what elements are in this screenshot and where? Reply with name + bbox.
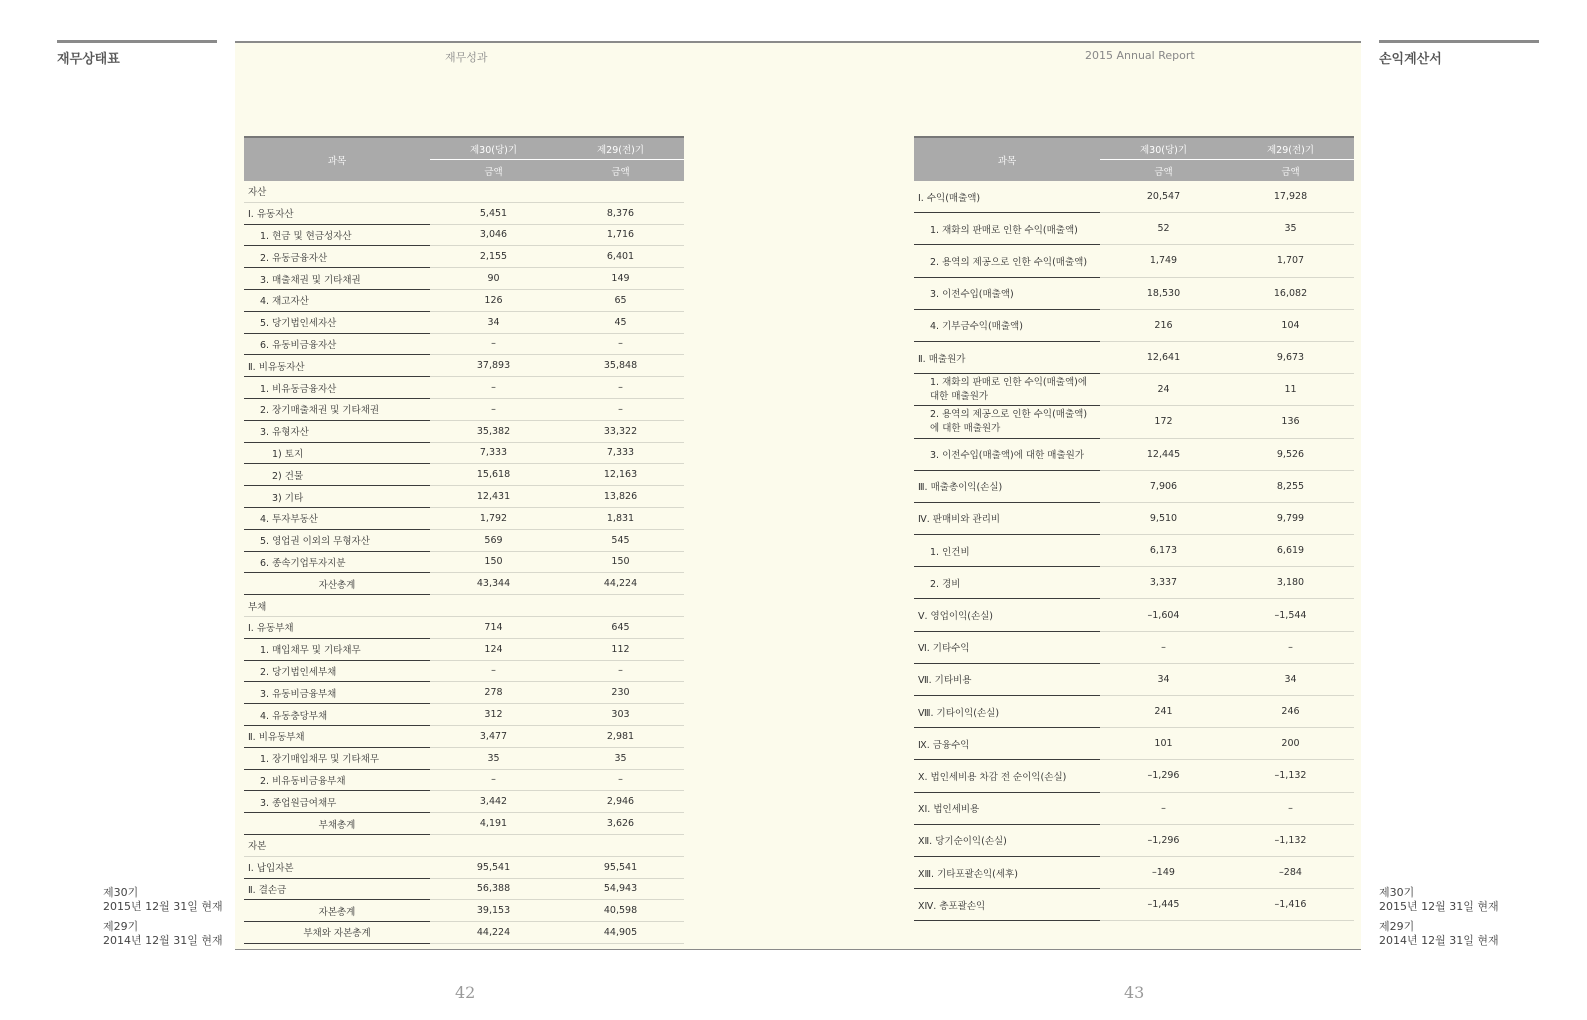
- table-row: [244, 747, 684, 769]
- previous-amount: [557, 834, 684, 856]
- table-row: [914, 889, 1354, 921]
- row-label: Ⅳ. 판매비와 관리비: [914, 502, 1100, 534]
- row-label: Ⅸ. 금융수익: [914, 728, 1100, 760]
- current-amount: –149: [1100, 856, 1227, 888]
- left-period-previous: [103, 920, 223, 948]
- current-amount: 241: [1100, 696, 1227, 728]
- row-label: 3. 종업원급여채무: [244, 791, 430, 813]
- period-label: 제29기: [103, 920, 139, 933]
- previous-amount: 136: [1227, 406, 1354, 438]
- previous-amount: 6,401: [557, 246, 684, 268]
- current-amount: 3,337: [1100, 567, 1227, 599]
- current-amount: 278: [430, 682, 557, 704]
- header-current-period: 제30(당)기: [430, 137, 557, 160]
- header-amount: 금액: [557, 160, 684, 182]
- previous-amount: –: [557, 398, 684, 420]
- current-amount: 126: [430, 289, 557, 311]
- table-row: [244, 486, 684, 508]
- bottom-rule: [235, 949, 1361, 950]
- row-label: 3. 유형자산: [244, 420, 430, 442]
- table-row: [914, 245, 1354, 277]
- current-amount: 150: [430, 551, 557, 573]
- previous-amount: –1,416: [1227, 889, 1354, 921]
- previous-amount: 230: [557, 682, 684, 704]
- previous-amount: 40,598: [557, 900, 684, 922]
- row-label: 6. 종속기업투자지분: [244, 551, 430, 573]
- table-row: [914, 599, 1354, 631]
- previous-amount: –1,544: [1227, 599, 1354, 631]
- report-running-head: 2015 Annual Report: [1085, 49, 1195, 62]
- previous-amount: 11: [1227, 374, 1354, 406]
- balance-sheet-side-title: 재무상태표: [57, 52, 120, 67]
- current-amount: 7,333: [430, 442, 557, 464]
- row-label: 1) 토지: [244, 442, 430, 464]
- current-amount: 35,382: [430, 420, 557, 442]
- current-amount: 34: [430, 311, 557, 333]
- current-amount: 569: [430, 529, 557, 551]
- previous-amount: 112: [557, 638, 684, 660]
- header-amount: 금액: [430, 160, 557, 182]
- table-row: [244, 813, 684, 835]
- previous-amount: 149: [557, 268, 684, 290]
- previous-amount: 33,322: [557, 420, 684, 442]
- current-amount: –: [1100, 631, 1227, 663]
- table-row: [244, 398, 684, 420]
- current-amount: [430, 181, 557, 202]
- current-amount: 3,046: [430, 224, 557, 246]
- table-row: [244, 878, 684, 900]
- current-amount: 7,906: [1100, 470, 1227, 502]
- row-label: 자산총계: [244, 573, 430, 595]
- previous-amount: 17,928: [1227, 181, 1354, 213]
- table-row: [244, 311, 684, 333]
- row-label: 1. 장기매입채무 및 기타채무: [244, 747, 430, 769]
- row-label: 1. 비유동금융자산: [244, 377, 430, 399]
- current-amount: 37,893: [430, 355, 557, 377]
- table-row: [244, 704, 684, 726]
- current-amount: 20,547: [1100, 181, 1227, 213]
- row-label: Ⅴ. 영업이익(손실): [914, 599, 1100, 631]
- period-date: 2014년 12월 31일 현재: [103, 934, 223, 947]
- current-amount: [430, 595, 557, 617]
- row-label: 자산: [244, 181, 430, 202]
- table-row: [244, 464, 684, 486]
- header-previous-period: 제29(전)기: [557, 137, 684, 160]
- row-label: 2. 당기법인세부채: [244, 660, 430, 682]
- table-row: [914, 213, 1354, 245]
- table-row: [244, 507, 684, 529]
- previous-amount: 8,376: [557, 202, 684, 224]
- row-label: 4. 기부금수익(매출액): [914, 309, 1100, 341]
- table-row: [914, 567, 1354, 599]
- header-amount: 금액: [1227, 160, 1354, 182]
- row-label: 부채와 자본총계: [244, 922, 430, 944]
- previous-amount: 200: [1227, 728, 1354, 760]
- previous-amount: 2,981: [557, 725, 684, 747]
- previous-amount: 1,707: [1227, 245, 1354, 277]
- row-label: 5. 당기법인세자산: [244, 311, 430, 333]
- current-amount: [430, 834, 557, 856]
- row-label: Ⅰ. 수익(매출액): [914, 181, 1100, 213]
- current-amount: –: [430, 333, 557, 355]
- previous-amount: 645: [557, 616, 684, 638]
- current-amount: 52: [1100, 213, 1227, 245]
- previous-amount: 44,905: [557, 922, 684, 944]
- row-label: 3. 이전수입(매출액)에 대한 매출원가: [914, 438, 1100, 470]
- row-label: Ⅱ. 비유동부채: [244, 725, 430, 747]
- current-amount: –1,445: [1100, 889, 1227, 921]
- table-row: [244, 900, 684, 922]
- current-amount: –: [430, 377, 557, 399]
- current-amount: 4,191: [430, 813, 557, 835]
- row-label: Ⅱ. 매출원가: [914, 341, 1100, 373]
- current-amount: –: [430, 660, 557, 682]
- current-amount: 124: [430, 638, 557, 660]
- current-amount: 3,442: [430, 791, 557, 813]
- table-row: [914, 760, 1354, 792]
- table-row: [914, 309, 1354, 341]
- table-row: [244, 355, 684, 377]
- current-amount: 12,641: [1100, 341, 1227, 373]
- period-label: 제30기: [103, 886, 139, 899]
- row-label: Ⅶ. 기타비용: [914, 663, 1100, 695]
- previous-amount: 9,799: [1227, 502, 1354, 534]
- row-label: Ⅰ. 유동자산: [244, 202, 430, 224]
- table-row: [914, 631, 1354, 663]
- income-statement-side-title: 손익계산서: [1379, 52, 1442, 67]
- page-number-left: 42: [455, 983, 476, 1002]
- table-row: [914, 181, 1354, 213]
- row-label: 4. 유동충당부채: [244, 704, 430, 726]
- row-label: 2. 비유동비금융부채: [244, 769, 430, 791]
- previous-amount: 3,180: [1227, 567, 1354, 599]
- current-amount: 24: [1100, 374, 1227, 406]
- row-label: 자본총계: [244, 900, 430, 922]
- page-number-right: 43: [1124, 983, 1145, 1002]
- row-label: 2) 건물: [244, 464, 430, 486]
- current-amount: 5,451: [430, 202, 557, 224]
- row-label: 3. 매출채권 및 기타채권: [244, 268, 430, 290]
- previous-amount: 545: [557, 529, 684, 551]
- row-label: 부채총계: [244, 813, 430, 835]
- period-label: 제30기: [1379, 886, 1415, 899]
- current-amount: –1,296: [1100, 824, 1227, 856]
- table-row: [244, 181, 684, 202]
- previous-amount: 65: [557, 289, 684, 311]
- period-label: 제29기: [1379, 920, 1415, 933]
- current-amount: –: [1100, 792, 1227, 824]
- table-row: [914, 663, 1354, 695]
- table-row: [244, 573, 684, 595]
- table-row: [244, 922, 684, 944]
- previous-amount: –: [557, 377, 684, 399]
- table-row: [244, 224, 684, 246]
- table-row: [914, 374, 1354, 406]
- table-row: [914, 502, 1354, 534]
- row-label: 6. 유동비금융자산: [244, 333, 430, 355]
- header-item: 과목: [244, 137, 430, 181]
- previous-amount: –: [557, 769, 684, 791]
- table-row: [244, 660, 684, 682]
- table-row: [914, 856, 1354, 888]
- row-label: 1. 매입채무 및 기타채무: [244, 638, 430, 660]
- table-row: [914, 728, 1354, 760]
- previous-amount: 35,848: [557, 355, 684, 377]
- previous-amount: 54,943: [557, 878, 684, 900]
- current-amount: 3,477: [430, 725, 557, 747]
- previous-amount: 1,716: [557, 224, 684, 246]
- table-row: [914, 824, 1354, 856]
- previous-amount: 150: [557, 551, 684, 573]
- row-label: 2. 유동금융자산: [244, 246, 430, 268]
- current-amount: 172: [1100, 406, 1227, 438]
- row-label: Ⅱ. 결손금: [244, 878, 430, 900]
- row-label: 2. 용역의 제공으로 인한 수익(매출액): [914, 245, 1100, 277]
- table-row: [914, 277, 1354, 309]
- current-amount: 15,618: [430, 464, 557, 486]
- previous-amount: –: [1227, 631, 1354, 663]
- row-label: 4. 투자부동산: [244, 507, 430, 529]
- table-row: [244, 791, 684, 813]
- row-label: Ⅱ. 비유동자산: [244, 355, 430, 377]
- previous-amount: 16,082: [1227, 277, 1354, 309]
- current-amount: 39,153: [430, 900, 557, 922]
- current-amount: 95,541: [430, 856, 557, 878]
- current-amount: 2,155: [430, 246, 557, 268]
- table-row: [244, 420, 684, 442]
- current-amount: 216: [1100, 309, 1227, 341]
- row-label: 부채: [244, 595, 430, 617]
- previous-amount: 35: [1227, 213, 1354, 245]
- previous-amount: 8,255: [1227, 470, 1354, 502]
- previous-amount: –284: [1227, 856, 1354, 888]
- current-amount: 1,792: [430, 507, 557, 529]
- previous-amount: 34: [1227, 663, 1354, 695]
- previous-amount: 44,224: [557, 573, 684, 595]
- previous-amount: [557, 181, 684, 202]
- table-row: [244, 377, 684, 399]
- row-label: 4. 재고자산: [244, 289, 430, 311]
- current-amount: 312: [430, 704, 557, 726]
- table-row: [244, 725, 684, 747]
- table-row: [914, 792, 1354, 824]
- previous-amount: –: [557, 660, 684, 682]
- table-row: [244, 529, 684, 551]
- header-item: 과목: [914, 137, 1100, 181]
- previous-amount: 104: [1227, 309, 1354, 341]
- current-amount: 18,530: [1100, 277, 1227, 309]
- previous-amount: –: [1227, 792, 1354, 824]
- row-label: 5. 영업권 이외의 무형자산: [244, 529, 430, 551]
- row-label: ⅩⅠ. 법인세비용: [914, 792, 1100, 824]
- row-label: Ⅷ. 기타이익(손실): [914, 696, 1100, 728]
- table-row: [244, 442, 684, 464]
- table-row: [244, 769, 684, 791]
- row-label: ⅩⅡ. 당기순이익(손실): [914, 824, 1100, 856]
- period-date: 2015년 12월 31일 현재: [103, 900, 223, 913]
- table-row: [244, 268, 684, 290]
- section-running-head: 재무성과: [445, 51, 488, 64]
- table-row: [914, 535, 1354, 567]
- previous-amount: –1,132: [1227, 760, 1354, 792]
- row-label: ⅩⅣ. 총포괄손익: [914, 889, 1100, 921]
- table-row: [244, 856, 684, 878]
- row-label: 1. 현금 및 현금성자산: [244, 224, 430, 246]
- current-amount: 6,173: [1100, 535, 1227, 567]
- table-row: [244, 551, 684, 573]
- previous-amount: 35: [557, 747, 684, 769]
- row-label: 3) 기타: [244, 486, 430, 508]
- row-label: 3. 이전수입(매출액): [914, 277, 1100, 309]
- row-label: 1. 재화의 판매로 인한 수익(매출액)에 대한 매출원가: [914, 374, 1100, 406]
- row-label: 2. 용역의 제공으로 인한 수익(매출액)에 대한 매출원가: [914, 406, 1100, 438]
- period-date: 2015년 12월 31일 현재: [1379, 900, 1499, 913]
- table-row: [244, 834, 684, 856]
- previous-amount: [557, 595, 684, 617]
- current-amount: 35: [430, 747, 557, 769]
- current-amount: 9,510: [1100, 502, 1227, 534]
- table-row: [244, 289, 684, 311]
- current-amount: 43,344: [430, 573, 557, 595]
- current-amount: 44,224: [430, 922, 557, 944]
- row-label: 1. 인건비: [914, 535, 1100, 567]
- left-period-current: [103, 886, 223, 914]
- current-amount: –: [430, 769, 557, 791]
- table-row: [914, 470, 1354, 502]
- previous-amount: 13,826: [557, 486, 684, 508]
- right-period-current: [1379, 886, 1499, 914]
- table-row: [244, 616, 684, 638]
- row-label: Ⅰ. 납입자본: [244, 856, 430, 878]
- table-row: [914, 406, 1354, 438]
- current-amount: 90: [430, 268, 557, 290]
- row-label: Ⅵ. 기타수익: [914, 631, 1100, 663]
- current-amount: –: [430, 398, 557, 420]
- previous-amount: 9,526: [1227, 438, 1354, 470]
- current-amount: 12,431: [430, 486, 557, 508]
- header-amount: 금액: [1100, 160, 1227, 182]
- previous-amount: 45: [557, 311, 684, 333]
- table-row: [914, 341, 1354, 373]
- current-amount: 56,388: [430, 878, 557, 900]
- current-amount: 12,445: [1100, 438, 1227, 470]
- header-previous-period: 제29(전)기: [1227, 137, 1354, 160]
- left-side-rule: [57, 40, 217, 43]
- row-label: Ⅲ. 매출총이익(손실): [914, 470, 1100, 502]
- current-amount: –1,296: [1100, 760, 1227, 792]
- period-date: 2014년 12월 31일 현재: [1379, 934, 1499, 947]
- previous-amount: 1,831: [557, 507, 684, 529]
- current-amount: 1,749: [1100, 245, 1227, 277]
- current-amount: –1,604: [1100, 599, 1227, 631]
- row-label: ⅩⅢ. 기타포괄손익(세후): [914, 856, 1100, 888]
- right-period-previous: [1379, 920, 1499, 948]
- previous-amount: 2,946: [557, 791, 684, 813]
- previous-amount: 7,333: [557, 442, 684, 464]
- table-row: [244, 595, 684, 617]
- row-label: 2. 장기매출채권 및 기타채권: [244, 398, 430, 420]
- previous-amount: 3,626: [557, 813, 684, 835]
- row-label: 1. 재화의 판매로 인한 수익(매출액): [914, 213, 1100, 245]
- previous-amount: 303: [557, 704, 684, 726]
- table-row: [244, 333, 684, 355]
- current-amount: 101: [1100, 728, 1227, 760]
- previous-amount: 95,541: [557, 856, 684, 878]
- table-row: [244, 638, 684, 660]
- previous-amount: 9,673: [1227, 341, 1354, 373]
- table-row: [914, 438, 1354, 470]
- previous-amount: 12,163: [557, 464, 684, 486]
- balance-sheet-table: [244, 136, 684, 944]
- income-statement-table: [914, 136, 1354, 921]
- row-label: Ⅰ. 유동부채: [244, 616, 430, 638]
- previous-amount: –: [557, 333, 684, 355]
- row-label: 2. 경비: [914, 567, 1100, 599]
- row-label: Ⅹ. 법인세비용 차감 전 순이익(손실): [914, 760, 1100, 792]
- row-label: 자본: [244, 834, 430, 856]
- current-amount: 714: [430, 616, 557, 638]
- header-current-period: 제30(당)기: [1100, 137, 1227, 160]
- table-row: [244, 246, 684, 268]
- row-label: 3. 유동비금융부채: [244, 682, 430, 704]
- table-row: [244, 682, 684, 704]
- table-row: [914, 696, 1354, 728]
- current-amount: 34: [1100, 663, 1227, 695]
- previous-amount: 246: [1227, 696, 1354, 728]
- right-side-rule: [1379, 40, 1539, 43]
- previous-amount: 6,619: [1227, 535, 1354, 567]
- table-row: [244, 202, 684, 224]
- previous-amount: –1,132: [1227, 824, 1354, 856]
